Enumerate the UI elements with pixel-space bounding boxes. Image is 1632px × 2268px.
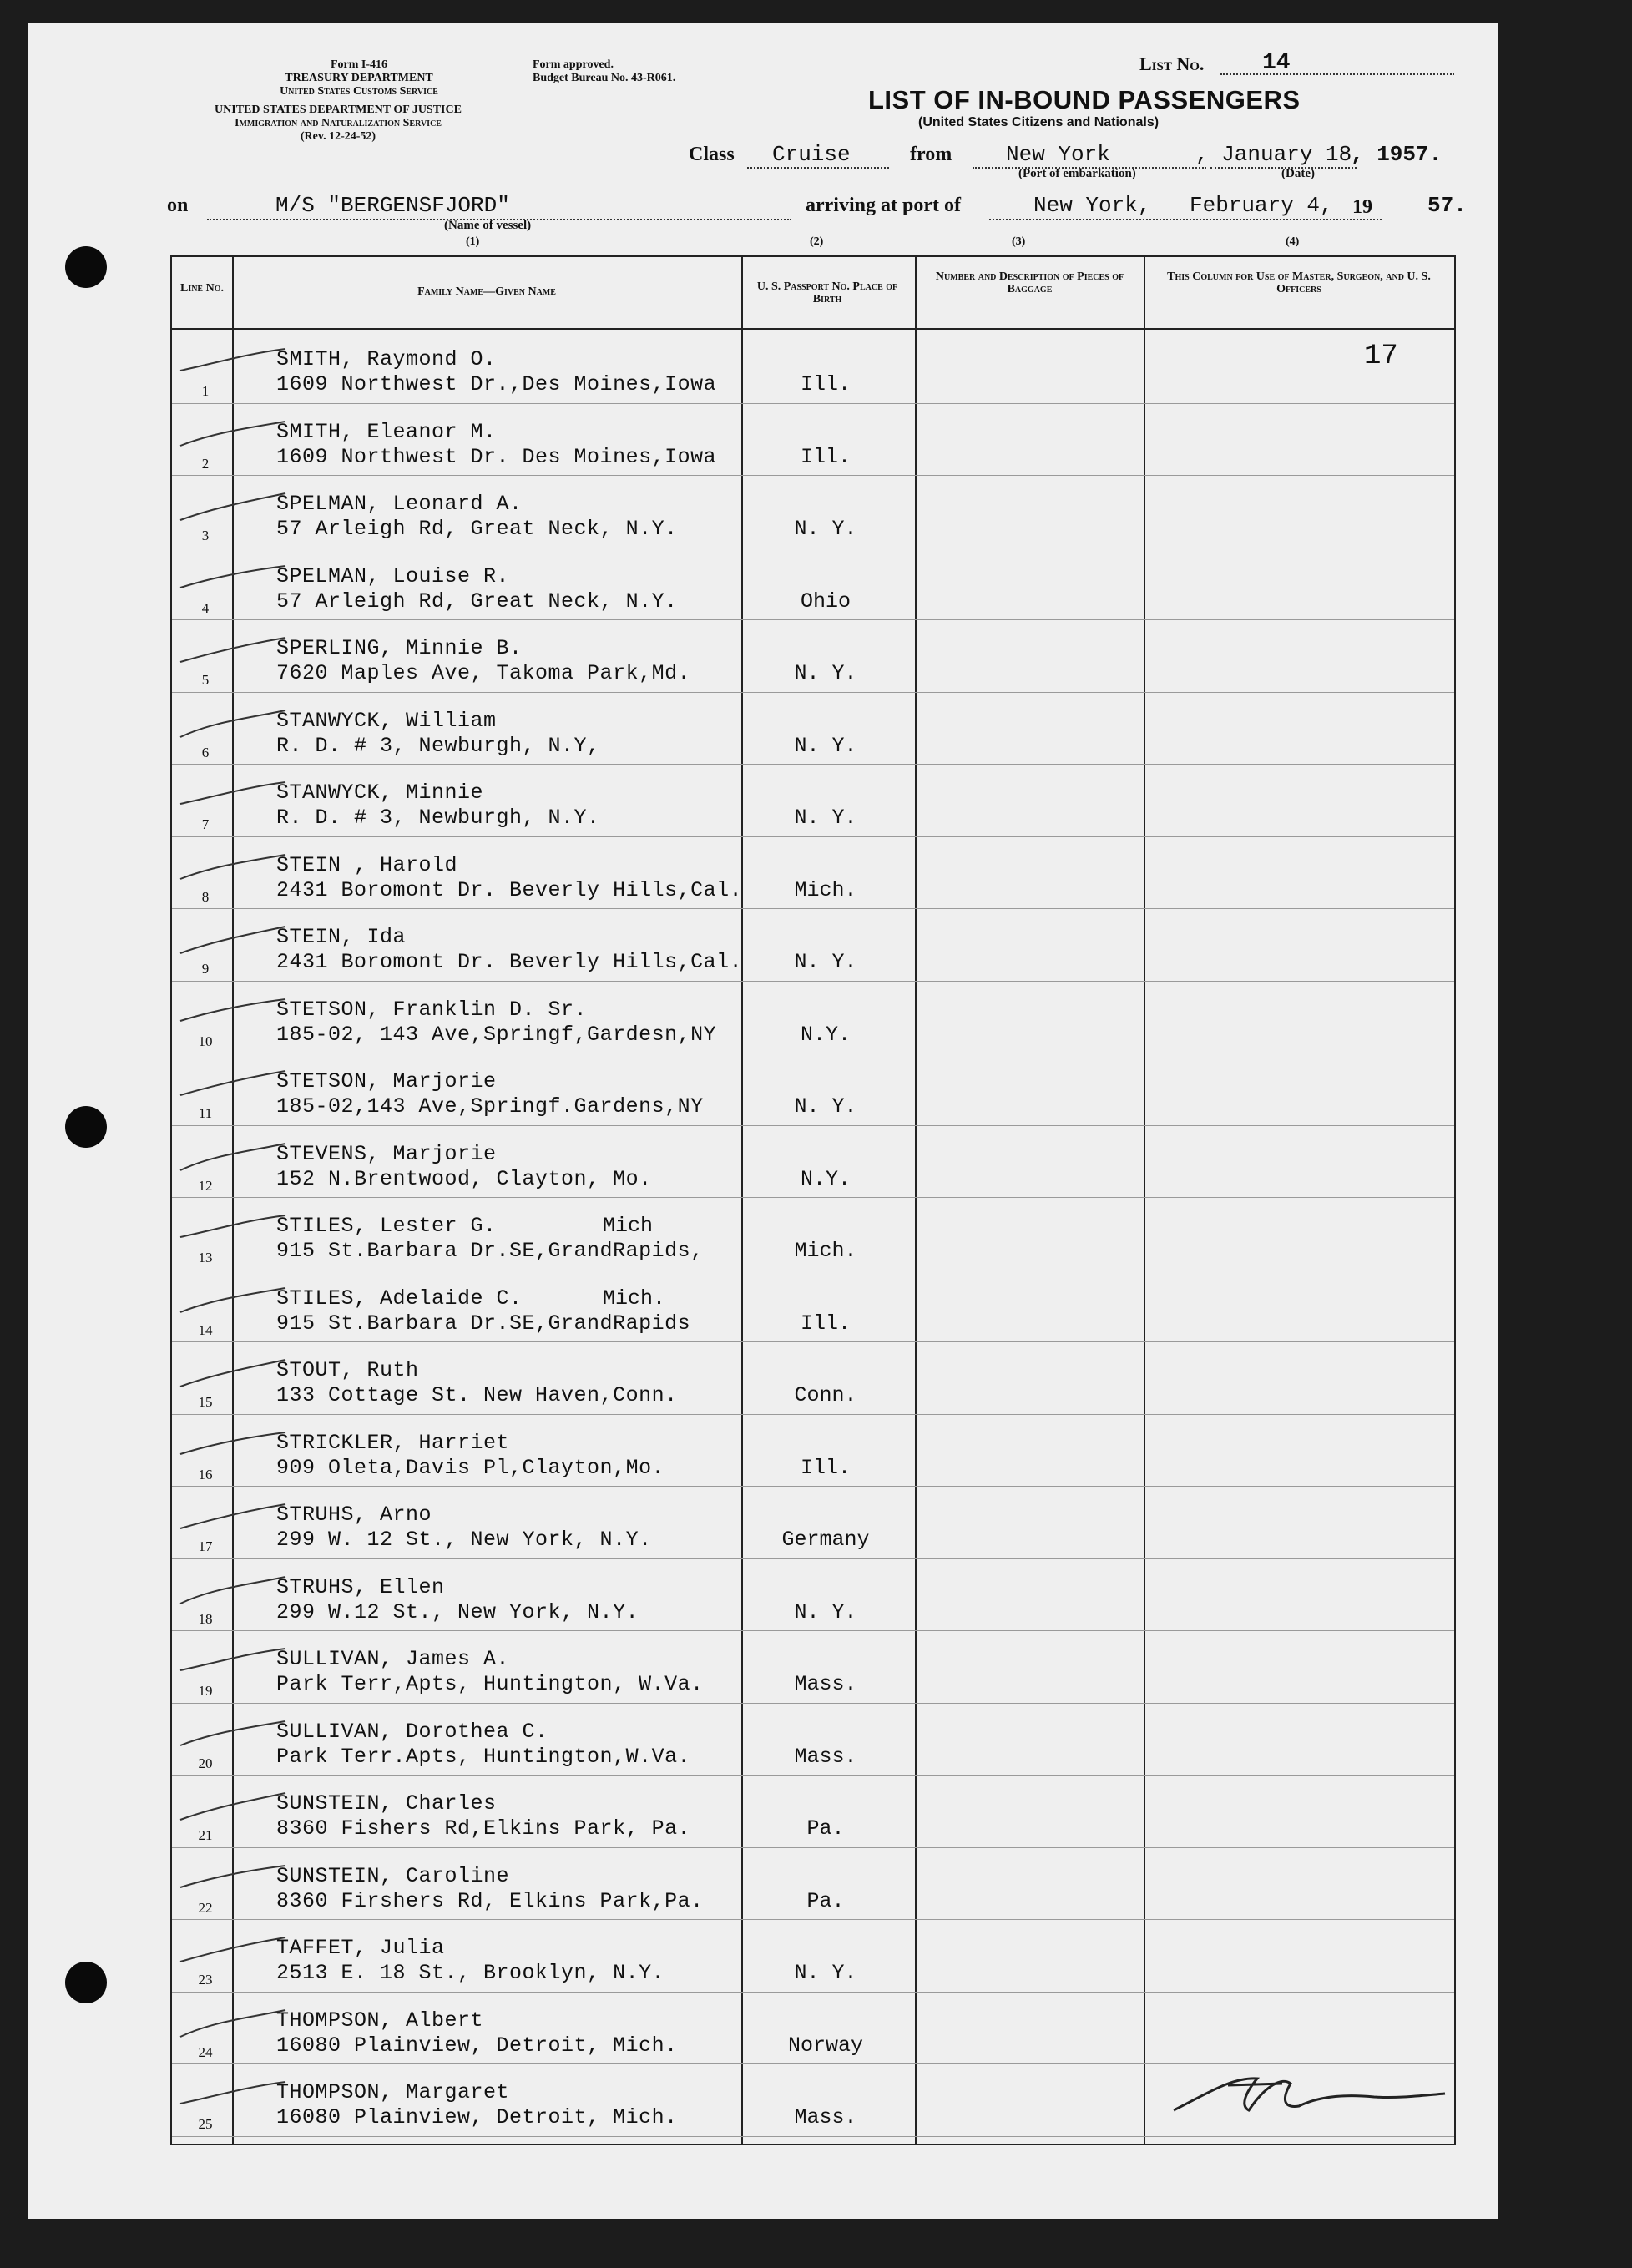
passenger-address: R. D. # 3, Newburgh, N.Y, xyxy=(276,733,600,758)
passenger-name: STANWYCK, William xyxy=(276,708,497,733)
table-row xyxy=(172,981,1454,1054)
passenger-name: STRUHS, Arno xyxy=(276,1503,432,1527)
line-number: 11 xyxy=(198,1105,213,1121)
check-mark-icon xyxy=(179,1212,287,1245)
line-number: 10 xyxy=(198,1033,213,1049)
budget-bureau: Budget Bureau No. 43-R061. xyxy=(533,72,676,84)
line-number: 5 xyxy=(201,672,210,688)
justice-block xyxy=(163,104,513,144)
check-mark-icon xyxy=(179,1356,287,1390)
date-caption: (Date) xyxy=(1281,167,1315,180)
place-of-birth: N. Y. xyxy=(794,661,857,685)
passenger-address: 185-02,143 Ave,Springf.Gardens,NY xyxy=(276,1094,704,1119)
arrival-port: New York, xyxy=(1033,193,1151,218)
passenger-name: TAFFET, Julia xyxy=(276,1936,445,1960)
line-number: 17 xyxy=(198,1538,213,1554)
port-embarkation-caption: (Port of embarkation) xyxy=(1018,167,1136,180)
table-row xyxy=(172,1919,1454,1993)
table-row xyxy=(172,1053,1454,1126)
from-label: from xyxy=(910,144,952,165)
line-number: 1 xyxy=(201,383,210,399)
check-mark-icon xyxy=(179,1718,287,1751)
departure-year: , 1957. xyxy=(1351,142,1443,167)
check-mark-icon xyxy=(179,1429,287,1462)
place-of-birth: Pa. xyxy=(806,1816,845,1841)
passenger-address: 133 Cottage St. New Haven,Conn. xyxy=(276,1383,678,1407)
check-mark-icon xyxy=(179,1573,287,1607)
place-of-birth: Mass. xyxy=(794,1744,857,1769)
passenger-name: SULLIVAN, Dorothea C. xyxy=(276,1719,548,1744)
table-row xyxy=(172,1125,1454,1199)
passenger-name: STETSON, Marjorie xyxy=(276,1069,497,1094)
passenger-address: 7620 Maples Ave, Takoma Park,Md. xyxy=(276,661,691,685)
column-number-3: (3) xyxy=(1012,235,1026,248)
state-annotation: Mich. xyxy=(603,1286,666,1311)
place-of-birth: Ill. xyxy=(800,372,851,397)
place-of-birth: N. Y. xyxy=(794,1094,857,1119)
place-of-birth: N.Y. xyxy=(800,1022,851,1047)
check-mark-icon xyxy=(179,418,287,452)
justice-dept: UNITED STATES DEPARTMENT OF JUSTICE xyxy=(215,104,462,116)
page-subtitle: (United States Citizens and Nationals) xyxy=(918,115,1160,129)
check-mark-icon xyxy=(179,563,287,596)
arrival-year-prefix: 19 xyxy=(1352,196,1372,218)
revision: (Rev. 12-24-52) xyxy=(300,130,376,143)
passenger-name: THOMPSON, Margaret xyxy=(276,2080,510,2104)
line-number: 15 xyxy=(198,1394,213,1410)
passenger-name: STOUT, Ruth xyxy=(276,1358,419,1382)
table-row xyxy=(172,836,1454,910)
check-mark-icon xyxy=(179,634,287,668)
passenger-address: 8360 Fishers Rd,Elkins Park, Pa. xyxy=(276,1816,691,1841)
line-number: 12 xyxy=(198,1177,213,1194)
officer-note: 17 xyxy=(1364,341,1398,372)
place-of-birth: N. Y. xyxy=(794,1599,857,1624)
passenger-address: 909 Oleta,Davis Pl,Clayton,Mo. xyxy=(276,1455,665,1480)
place-of-birth: Ill. xyxy=(800,444,851,469)
arrival-dotline xyxy=(989,219,1382,220)
departure-date: , January 18 xyxy=(1195,142,1352,167)
passenger-name: SMITH, Eleanor M. xyxy=(276,419,497,444)
table-row xyxy=(172,1992,1454,2065)
column-number-2: (2) xyxy=(810,235,824,248)
place-of-birth: N.Y. xyxy=(800,1166,851,1191)
place-of-birth: Mass. xyxy=(794,1672,857,1696)
passenger-name: STANWYCK, Minnie xyxy=(276,780,484,805)
check-mark-icon xyxy=(179,996,287,1029)
table-row xyxy=(172,1775,1454,1848)
passenger-address: 16080 Plainview, Detroit, Mich. xyxy=(276,2105,678,2129)
table-row xyxy=(172,1197,1454,1270)
passenger-name: STILES, Lester G. xyxy=(276,1214,497,1238)
table-row xyxy=(172,331,1454,404)
class-value: Cruise xyxy=(772,142,851,167)
line-number: 6 xyxy=(201,744,210,760)
table-row xyxy=(172,692,1454,765)
place-of-birth: Mich. xyxy=(794,1239,857,1263)
passenger-address: 2431 Boromont Dr. Beverly Hills,Cal. xyxy=(276,950,743,974)
column-number-4: (4) xyxy=(1286,235,1300,248)
ins-service: Immigration and Naturalization Service xyxy=(235,117,442,129)
passenger-name: THOMPSON, Albert xyxy=(276,2008,484,2033)
form-number: Form I-416 xyxy=(330,58,388,71)
vessel-name: M/S "BERGENSFJORD" xyxy=(275,193,510,218)
check-mark-icon xyxy=(179,346,287,379)
place-of-birth: Conn. xyxy=(794,1383,857,1407)
class-dotline xyxy=(747,167,889,169)
table-row xyxy=(172,764,1454,837)
treasury-dept: TREASURY DEPARTMENT xyxy=(285,72,433,84)
line-number: 4 xyxy=(201,599,210,616)
place-of-birth: Mich. xyxy=(794,877,857,902)
page-title: LIST OF IN-BOUND PASSENGERS xyxy=(868,85,1301,114)
table-row xyxy=(172,548,1454,621)
list-no-value: 14 xyxy=(1262,50,1291,76)
passenger-name: SPELMAN, Leonard A. xyxy=(276,492,523,516)
arrival-year: 57. xyxy=(1427,193,1467,218)
passenger-address: 57 Arleigh Rd, Great Neck, N.Y. xyxy=(276,588,678,614)
table-row xyxy=(172,475,1454,548)
place-of-birth: Pa. xyxy=(806,1888,845,1913)
passenger-name: STRUHS, Ellen xyxy=(276,1574,445,1599)
table-row xyxy=(172,1630,1454,1704)
passenger-address: 299 W.12 St., New York, N.Y. xyxy=(276,1599,639,1624)
passenger-address: 185-02, 143 Ave,Springf,Gardesn,NY xyxy=(276,1022,717,1047)
officers-header: This Column for Use of Master, Surgeon, and U. S. Officers xyxy=(1167,270,1431,295)
line-number: 20 xyxy=(198,1755,213,1771)
passenger-name: STEVENS, Marjorie xyxy=(276,1141,497,1166)
punch-hole xyxy=(65,1962,107,2003)
line-number: 2 xyxy=(201,455,210,472)
line-number: 9 xyxy=(201,961,210,977)
check-mark-icon xyxy=(179,851,287,885)
line-number: 14 xyxy=(198,1321,213,1338)
check-mark-icon xyxy=(179,923,287,957)
passenger-name: SPELMAN, Louise R. xyxy=(276,563,510,588)
place-of-birth: Ohio xyxy=(800,588,851,614)
line-number: 24 xyxy=(198,2043,213,2060)
line-no-header: Line No. xyxy=(179,282,224,295)
customs-service: United States Customs Service xyxy=(280,85,438,98)
table-row xyxy=(172,1270,1454,1343)
check-mark-icon xyxy=(179,2079,287,2112)
place-of-birth: Ill. xyxy=(800,1311,851,1336)
line-number: 16 xyxy=(198,1466,213,1483)
passenger-address: 2513 E. 18 St., Brooklyn, N.Y. xyxy=(276,1961,665,1985)
place-of-birth: N. Y. xyxy=(794,517,857,541)
officer-signature xyxy=(1157,2060,1449,2135)
line-number: 23 xyxy=(198,1972,213,1988)
table-row xyxy=(172,1486,1454,1559)
line-number: 8 xyxy=(201,888,210,905)
state-annotation: Mich xyxy=(603,1214,654,1238)
passenger-address: 8360 Firshers Rd, Elkins Park,Pa. xyxy=(276,1888,704,1913)
table-row xyxy=(172,1558,1454,1632)
from-value: New York xyxy=(1006,142,1110,167)
line-number: 13 xyxy=(198,1250,213,1265)
line-number: 22 xyxy=(198,1899,213,1916)
check-mark-icon xyxy=(179,779,287,812)
place-of-birth: Mass. xyxy=(794,2105,857,2129)
place-of-birth: N. Y. xyxy=(794,733,857,758)
passenger-name: STETSON, Franklin D. Sr. xyxy=(276,997,588,1022)
passenger-address: 152 N.Brentwood, Clayton, Mo. xyxy=(276,1166,652,1191)
passenger-name: STEIN, Ida xyxy=(276,925,407,949)
table-row xyxy=(172,1414,1454,1488)
passenger-name: SUNSTEIN, Charles xyxy=(276,1791,497,1816)
form-approved: Form approved. xyxy=(533,58,614,71)
on-label: on xyxy=(167,194,189,216)
check-mark-icon xyxy=(179,707,287,740)
passenger-table xyxy=(170,255,1456,2145)
vessel-caption: (Name of vessel) xyxy=(444,219,532,232)
check-mark-icon xyxy=(179,1068,287,1101)
check-mark-icon xyxy=(179,1862,287,1896)
check-mark-icon xyxy=(179,1790,287,1823)
passenger-name: SUNSTEIN, Caroline xyxy=(276,1863,510,1888)
place-of-birth: N. Y. xyxy=(794,950,857,974)
header-divider xyxy=(172,328,1454,330)
table-row xyxy=(172,1847,1454,1921)
line-number: 7 xyxy=(201,816,210,832)
passenger-name: SPERLING, Minnie B. xyxy=(276,636,523,660)
column-number-1: (1) xyxy=(466,235,480,248)
baggage-header: Number and Description of Pieces of Baggage xyxy=(935,270,1124,295)
check-mark-icon xyxy=(179,1934,287,1967)
list-no-dotline xyxy=(1220,73,1454,75)
passenger-name: STEIN , Harold xyxy=(276,852,458,877)
check-mark-icon xyxy=(179,1285,287,1318)
line-number: 3 xyxy=(201,528,210,543)
list-no-label: List No. xyxy=(1139,53,1205,74)
place-of-birth: Norway xyxy=(787,2033,863,2058)
passenger-name: SMITH, Raymond O. xyxy=(276,347,497,371)
check-mark-icon xyxy=(179,1645,287,1679)
passport-header: U. S. Passport No. Place of Birth xyxy=(756,280,898,306)
arrival-date: February 4, xyxy=(1190,193,1333,218)
passenger-address: Park Terr.Apts, Huntington,W.Va. xyxy=(276,1744,691,1769)
passenger-address: Park Terr,Apts, Huntington, W.Va. xyxy=(276,1672,704,1696)
passenger-address: 1609 Northwest Dr. Des Moines,Iowa xyxy=(276,444,717,469)
passenger-name: STILES, Adelaide C. xyxy=(276,1286,523,1311)
line-number: 25 xyxy=(198,2116,213,2132)
line-number: 19 xyxy=(198,1683,213,1699)
passenger-address: 299 W. 12 St., New York, N.Y. xyxy=(276,1528,652,1552)
table-row xyxy=(172,908,1454,982)
check-mark-icon xyxy=(179,2007,287,2040)
table-row xyxy=(172,619,1454,693)
passenger-address: 915 St.Barbara Dr.SE,GrandRapids xyxy=(276,1311,691,1336)
name-header: Family Name—Given Name xyxy=(417,285,556,298)
check-mark-icon xyxy=(179,1140,287,1174)
passenger-address: 2431 Boromont Dr. Beverly Hills,Cal. xyxy=(276,877,743,902)
passenger-address: 57 Arleigh Rd, Great Neck, N.Y. xyxy=(276,517,678,541)
line-number: 18 xyxy=(198,1610,213,1627)
place-of-birth: N. Y. xyxy=(794,806,857,830)
check-mark-icon xyxy=(179,1501,287,1534)
check-mark-icon xyxy=(179,490,287,523)
place-of-birth: N. Y. xyxy=(794,1961,857,1985)
passenger-name: STRICKLER, Harriet xyxy=(276,1430,510,1455)
punch-hole xyxy=(65,1106,107,1148)
form-approved-block xyxy=(533,58,675,85)
passenger-address: R. D. # 3, Newburgh, N.Y. xyxy=(276,806,600,830)
place-of-birth: Germany xyxy=(781,1528,870,1552)
form-number-block xyxy=(250,58,467,98)
passenger-address: 1609 Northwest Dr.,Des Moines,Iowa xyxy=(276,372,717,397)
passenger-address: 915 St.Barbara Dr.SE,GrandRapids, xyxy=(276,1239,704,1263)
place-of-birth: Ill. xyxy=(800,1455,851,1480)
table-row xyxy=(172,1703,1454,1776)
class-label: Class xyxy=(689,144,735,165)
table-row xyxy=(172,403,1454,477)
arriving-label: arriving at port of xyxy=(806,194,961,216)
punch-hole xyxy=(65,246,107,288)
line-number: 21 xyxy=(198,1827,213,1843)
passenger-name: SULLIVAN, James A. xyxy=(276,1647,510,1671)
table-row xyxy=(172,1341,1454,1415)
passenger-address: 16080 Plainview, Detroit, Mich. xyxy=(276,2033,678,2058)
